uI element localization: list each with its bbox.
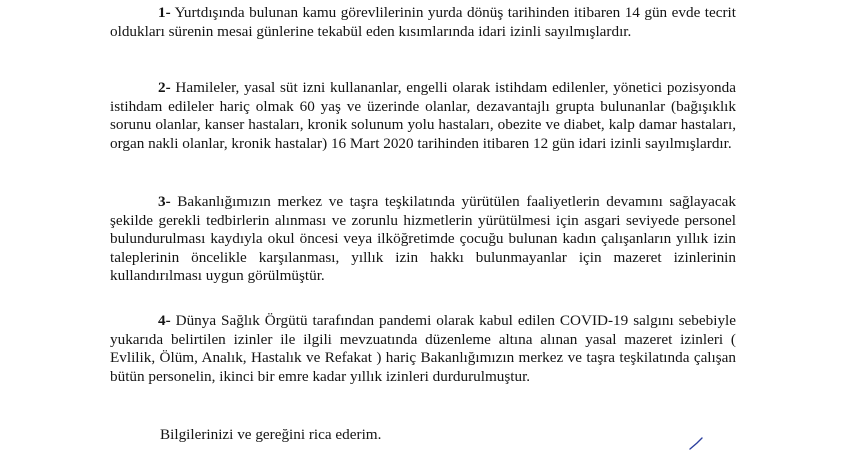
paragraph-4 bbox=[110, 312, 736, 386]
paragraph-text: Hamileler, yasal süt izni kullananlar, engelli olarak istihdam edilenler, yönetici pozisyonda istihdam edileler hariç olmak 60 yaş ve üzerinde olanlar, dezavantajlı grupta bulunanlar (bağışıklık sorunu olanlar, kanser hastaları, kronik solunum yolu hastaları, obezite ve diabet, kalp damar hastaları, organ nakli olanlar, kronik hastalar) 16 Mart 2020 tarihinden itibaren 12 gün idari izinli sayılmışlardır. bbox=[110, 79, 736, 152]
paragraph-text: Dünya Sağlık Örgütü tarafından pandemi olarak kabul edilen COVID-19 salgını sebebiyle yukarıda belirtilen izinler ile ilgili mevzuatında düzenleme altına alınan yasal mazeret izinleri ( Evlilik, Ölüm, Analık, Hastalık ve Refakat ) hariç Bakanlığımızın merkez ve taşra teşkilatında çalışan bütün personelin, ikinci bir emre kadar yıllık izinleri durdurulmuştur. bbox=[110, 312, 736, 385]
paragraph-number: 2- bbox=[158, 79, 171, 96]
signature-mark bbox=[688, 436, 718, 450]
paragraph-number: 1- bbox=[158, 4, 171, 21]
paragraph-1 bbox=[110, 4, 736, 41]
paragraph-number: 3- bbox=[158, 193, 171, 210]
paragraph-3 bbox=[110, 193, 736, 286]
paragraph-number: 4- bbox=[158, 312, 171, 329]
paragraph-text: Yurtdışında bulunan kamu görevlilerinin yurda dönüş tarihinden itibaren 14 gün evde tecrit oldukları sürenin mesai günlerine tekabül eden kısımlarında idari izinli sayılmışlardır. bbox=[110, 4, 736, 40]
closing-line: Bilgilerinizi ve gereğini rica ederim. bbox=[160, 426, 382, 443]
paragraph-text: Bakanlığımızın merkez ve taşra teşkilatında yürütülen faaliyetlerin devamını sağlayacak şekilde gerekli tedbirlerin alınması ve zorunlu hizmetlerin yürütülmesi için asgari seviyede personel bulundurulması kaydıyla okul öncesi veya ilköğretimde çocuğu bulunan kadın çalışanların yıllık izin taleplerinin öncelikle karşılanması, yıllık izin hakkı bulunmayanlar için mazeret izinlerinin kullandırılması uygun görülmüştür. bbox=[110, 193, 737, 285]
paragraph-2 bbox=[110, 79, 736, 153]
